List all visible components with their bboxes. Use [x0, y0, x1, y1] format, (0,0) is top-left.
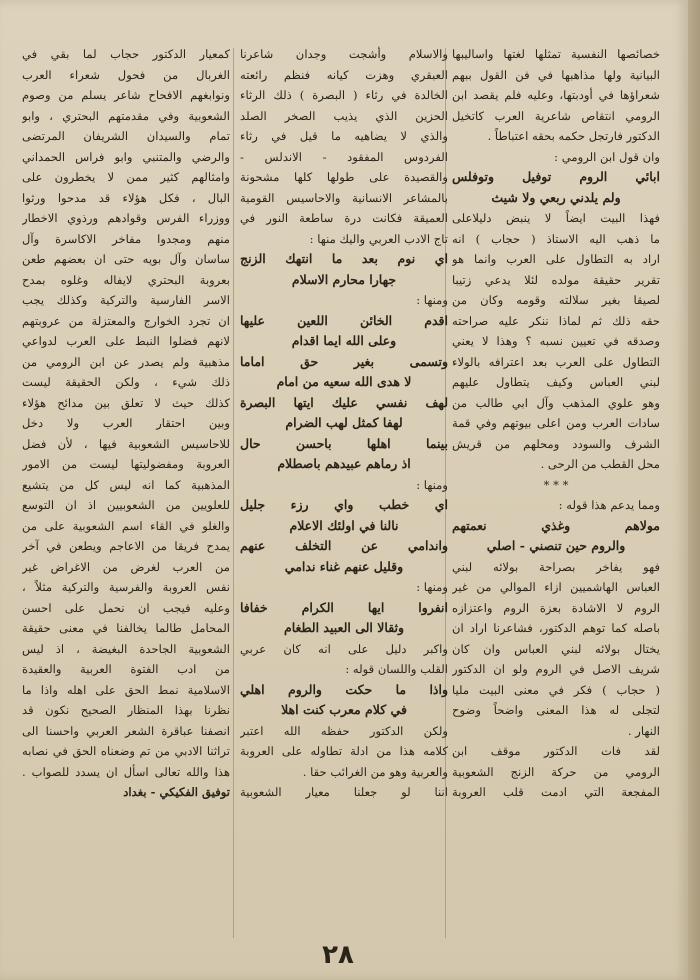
- text-line: بعروبة البحتري لايفاله وغلوه بمدح: [22, 272, 230, 287]
- text-line: ( حجاب ) فكر في معنى البيت مليا: [452, 682, 660, 697]
- verse-line: ابائي الروم توفيل وتوفلس: [452, 169, 660, 184]
- text-line: وان قول ابن الرومي :: [554, 149, 660, 164]
- text-line: انصفنا عباقرة الشعر العربي واحسنا الى: [22, 723, 230, 738]
- text-line: الدكتور فارتجل حكمه بحقه اعتباطاً .: [487, 129, 660, 143]
- author-signature: توفيق الفكيكي - بغداد: [123, 785, 230, 799]
- text-line: من ادب الفتوة العربية والعقيدة: [22, 662, 230, 676]
- verse-line: لهفا كمثل لهب الضرام: [285, 415, 403, 430]
- article-column-left: [22, 44, 230, 944]
- text-line: المحامل طالما يخالفنا في معنى حقيقة: [22, 621, 230, 635]
- page-edge: [688, 0, 700, 980]
- verse-line: بينما اهلها باحسن حال: [240, 435, 448, 451]
- text-line: القلب واللسان قوله :: [345, 662, 448, 676]
- text-line: الشعوبية الجاحدة البغيضة ، اذ ليس: [22, 641, 230, 656]
- text-line: والذي لا يضاهيه ما قيل في رثاء: [240, 129, 448, 143]
- text-line: الرومي من حركة الزنج الشعوبية: [452, 764, 660, 779]
- text-line: كمعيار الدكتور حجاب لما بقي في: [22, 47, 230, 61]
- text-line: لقد فات الدكتور موقف ابن: [452, 744, 660, 758]
- text-line: هذا والله تعالى اسأل ان يسدد للصواب .: [22, 764, 230, 779]
- text-line: للعلويين من الشعوبيين اذ ان التوسع: [22, 498, 230, 512]
- text-line: باصله كما توهم الدكتور، فشاعرنا اراد ان: [452, 621, 660, 635]
- text-line: العميقة فكانت درة ساطعة النور في: [240, 211, 448, 225]
- text-line: وعليه فيجب ان نحمل على احسن: [22, 600, 230, 615]
- text-line: وهو علوي المذهب وآل ابي طالب من: [452, 395, 660, 410]
- text-line: منهم ومجدوا مفاخر الاكاسرة وآل: [22, 231, 230, 246]
- text-line: محل القطب من الرحى .: [540, 457, 660, 471]
- text-line: وبين احتقار العرب ولا دخل: [22, 416, 230, 430]
- text-line: ومما يدعم هذا قوله :: [558, 498, 660, 512]
- verse-line: واندامي عن التخلف عنهم: [240, 538, 448, 553]
- verse-interlude: ومنها :: [416, 580, 448, 594]
- text-line: شريف الاصل في الروم ولو ان الدكتور: [452, 662, 660, 676]
- text-line: العباس الهاشميين ازاء الموالي من غير: [452, 580, 660, 594]
- text-line: ونوابغهم الافحاح شاعر يسلم من وصوم: [22, 88, 230, 102]
- text-line: ولكن الدكتور حفظه الله اعتبر: [240, 723, 448, 738]
- text-line: لتجلى له هذا المعنى واضحاً وضوح: [452, 703, 660, 717]
- verse-line: وعلى الله ايما اقدام: [291, 333, 397, 348]
- text-line: اننا لو جعلنا معيار الشعوبية: [240, 785, 448, 799]
- verse-line: واذا ما حكت والروم اهلي: [240, 681, 448, 697]
- verse-line: انفروا ايها الكرام خفافا: [240, 599, 448, 615]
- text-line: نظرنا بهذا المنظار الصحيح نكون قد: [22, 703, 230, 717]
- text-line: المذهبية كما انه ليس كل من يتشيع: [22, 477, 230, 492]
- text-line: ووزراء الفرس وقوادهم ورذوي الاخطار: [22, 211, 230, 225]
- text-line: ما ذهب اليه الاستاذ ( حجاب ) انه: [452, 231, 660, 246]
- verse-line: اقدم الخائن اللعين عليها: [240, 312, 448, 328]
- verse-interlude: ومنها :: [416, 293, 448, 307]
- text-line: البال ، فكل هؤلاء قد مدحوا ورثوا: [22, 190, 230, 205]
- section-separator: * * *: [543, 477, 569, 492]
- text-line: ساسان وآل بويه حتى ان بعضهم طعن: [22, 252, 230, 266]
- text-line: سادات العرب ومن اعلى بيوتهم وفي قمة: [452, 416, 660, 430]
- text-line: اراد به التطاول على العرب وانما هو: [452, 252, 660, 266]
- text-line: حقه ذلك ثم لماذا ننكر عليه صراحته: [452, 313, 660, 328]
- verse-line: في كلام معرب كنت اهلا: [281, 702, 407, 717]
- text-line: التطاول على العرب بعد اعترافه بالولاء: [452, 354, 660, 369]
- text-line: لصيقا بغير سلالته وقومه وكان من: [452, 293, 660, 307]
- text-line: ذلك شيء ، ولكن الحقيقة ليست: [22, 375, 230, 389]
- verse-line: اي نوم بعد ما انتهك الزنج: [240, 251, 448, 266]
- text-line: والقصيدة على طولها كلها مشحونة: [240, 170, 448, 184]
- text-line: لانهم فضلوا النبط على العرب لدواعي: [22, 334, 230, 348]
- text-line: تراثنا الادبي من تم وضعناه الحق في نصابه: [22, 744, 230, 758]
- text-line: والرضي والمتنبي وابو فراس الحمداني: [22, 149, 230, 164]
- text-line: من العرب لغرض من الاغراض غير: [22, 559, 230, 574]
- text-line: الاسر الفارسية والتركية وكذلك يجب: [22, 293, 230, 307]
- verse-line: وتسمى بغير حق اماما: [240, 353, 448, 369]
- text-line: الغربال من فحول شعراء العرب: [22, 67, 230, 82]
- text-line: العبقري وهزت كيانه فنظم رائعته: [240, 67, 448, 82]
- text-line: يختال بولائه لبني العباس وان كان: [452, 641, 660, 656]
- text-line: والاسلام وأشجت وجدان شاعرنا: [240, 47, 448, 61]
- text-line: واكبر دليل على انه كان عربي: [240, 641, 448, 656]
- column-divider: [233, 48, 234, 938]
- article-column-right: [452, 44, 660, 944]
- text-line: نفس العروبة والفرسية والتركية مثلاً ،: [22, 580, 230, 594]
- text-line: الفردوس المفقود - الاندلس -: [240, 149, 448, 164]
- verse-line: اذ رماهم عبيدهم باصطلام: [277, 456, 411, 471]
- text-line: خصائصها النفسية تمثلها لغتها واساليبها: [452, 47, 660, 61]
- text-line: لبني العباس وكيف يتطاول عليهم: [452, 375, 660, 389]
- verse-line: لا هدى الله سعيه من امام: [276, 374, 412, 389]
- verse-line: اي خطب واي رزء جليل: [240, 497, 448, 512]
- text-line: البيانية ولها مذاهبها في فن القول ببهم: [452, 67, 660, 82]
- text-line: الشعوبية وفي مقدمتهم البحتري ، وابو: [22, 108, 230, 123]
- verse-line: وثقالا الى العبيد الطغام: [283, 620, 405, 635]
- text-line: وامثالهم كثير ممن لا يخطرون على: [22, 170, 230, 184]
- verse-line: نالنا في اولئك الاعلام: [289, 517, 399, 533]
- verse-line: لهف نفسي عليك ايتها البصرة: [240, 394, 448, 410]
- text-line: الرومي انتقاص شاعرية العرب كاتخيل: [452, 108, 660, 123]
- text-line: كلامه هذا من ادلة تطاوله على العروبة: [240, 744, 448, 758]
- text-line: تمام والسيدان الشريفان المرتضى: [22, 129, 230, 143]
- text-line: ان تجرد الخوارج والمعتزلة من عروبتهم: [22, 313, 230, 328]
- text-line: الاسلامية نمط الحق على اهله واذا ما: [22, 682, 230, 697]
- text-line: الخالدة في رثاء ( البصرة ) ذلك الرثاء: [240, 88, 448, 102]
- article-column-middle: [240, 44, 448, 944]
- text-line: فهذا البيت ايضاً لا ينبض دليلاعلى: [452, 211, 660, 225]
- text-line: وصدقه في تعيين نسبه ؟ وهذا لا يعني: [452, 334, 660, 348]
- verse-line: والروم حين تنصني - اصلي: [486, 538, 626, 553]
- verse-line: وقليل عنهم غناء ندامي: [284, 558, 404, 574]
- text-line: شعراؤها في أودبتها، وعليه فلم يقصد ابن: [452, 88, 660, 102]
- text-line: العروبة ومفضوليتها ليست من الامور: [22, 457, 230, 471]
- text-line: للاحاسيس الشعوبية فيها ، لأن فضل: [22, 436, 230, 451]
- text-line: فهو يفاخر بصراحة بولائه لبني: [452, 559, 660, 574]
- text-line: والغلو في القاء اسم الشعوبية على من: [22, 518, 230, 533]
- text-line: والعربية وهو من الغرائب حقا .: [302, 764, 448, 779]
- verse-line: جهارا محارم الاسلام: [291, 271, 397, 287]
- text-line: الشرف والسودد ومحلهم من قريش: [452, 436, 660, 451]
- text-line: المفجعة التي ادمت قلب العروبة: [452, 785, 660, 799]
- text-line: كذلك حيث لا تعلق بين مدائح هؤلاء: [22, 395, 230, 410]
- text-line: الحزين الذي يذيب الصخر الصلد: [240, 108, 448, 123]
- text-line: يمدح فريقا من الاعاجم ويطعن في آخر: [22, 539, 230, 553]
- text-line: الروم لا الاشادة بعزة الروم واعتزازه: [452, 600, 660, 615]
- text-line: تاج الادب العربي واليك منها :: [309, 231, 448, 246]
- text-line: تقرير حقيقة مولده لئلا يدعي زتيبا: [452, 272, 660, 287]
- page-number: ٢٨: [322, 940, 354, 970]
- text-line: مذهبية ولم يصدر عن ابن الرومي من: [22, 354, 230, 369]
- verse-interlude: ومنها :: [416, 477, 448, 492]
- text-line: بالمشاعر الانسانية والاحاسيس القومية: [240, 190, 448, 205]
- verse-line: ولم يلدني ربعي ولا شيث: [491, 189, 621, 205]
- text-line: النهار .: [627, 723, 660, 738]
- verse-line: مولاهم وغذي نعمتهم: [452, 517, 660, 533]
